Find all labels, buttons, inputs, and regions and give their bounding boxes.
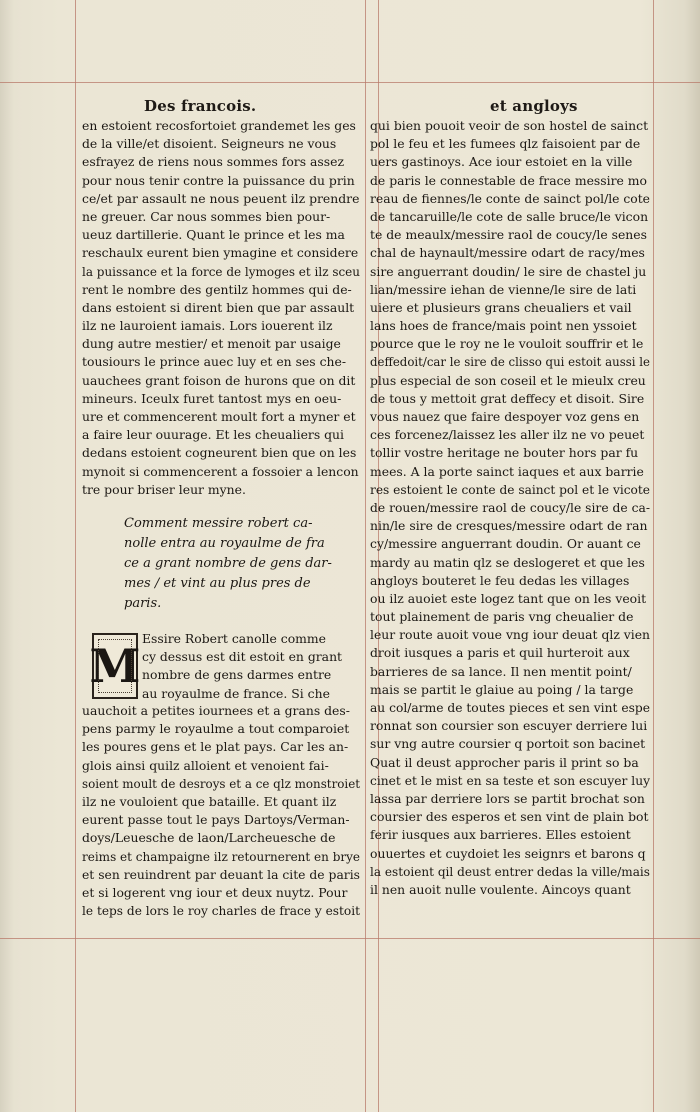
text-line: ferir iusques aux barrieres. Elles estoient <box>370 827 631 843</box>
left-column-indented-text <box>142 630 342 703</box>
text-line: mynoit si commencerent a fossoier a lencon <box>82 463 359 479</box>
text-line: de la ville/et disoient. Seigneurs ne vous <box>82 136 337 152</box>
text-line: res estoient le conte de sainct pol et le vicote <box>370 481 650 497</box>
text-line: reims et champaigne ilz retournerent en brye <box>82 848 361 864</box>
text-line: cy/messire anguerrant doudin. Or auant ce <box>370 536 641 552</box>
text-line: dung autre mestier/ et menoit par usaige <box>82 336 341 352</box>
text-line: tout plainement de paris vng cheualier de <box>370 609 634 625</box>
text-line: ne greuer. Car nous sommes bien pour- <box>82 208 331 224</box>
text-line: au royaulme de france. Si che <box>142 685 330 701</box>
margin-rule-left <box>75 0 76 1112</box>
text-line: pour nous tenir contre la puissance du prin <box>82 172 355 188</box>
text-line: ueuz dartillerie. Quant le prince et les ma <box>82 227 345 243</box>
chapter-heading <box>124 514 332 614</box>
text-line: et si logerent vng iour et deux nuytz. Pour <box>82 884 348 900</box>
text-line: le teps de lors le roy charles de frace y estoit <box>82 903 361 919</box>
text-line: Quat il deust approcher paris il print so ba <box>370 754 639 770</box>
text-line: de paris le connestable de frace messire mo <box>370 172 647 188</box>
text-line: plus especial de son coseil et le mieulx creu <box>370 372 646 388</box>
text-line: lassa par derriere lors se partit brochat son <box>370 790 645 806</box>
text-line: mais se partit le glaiue au poing / la targe <box>370 681 634 697</box>
text-line: mardy au matin qlz se deslogeret et que les <box>370 554 645 570</box>
text-line: chal de haynault/messire odart de racy/mes <box>370 245 645 261</box>
text-line: tollir vostre heritage ne bouter hors par fu <box>370 445 639 461</box>
text-line: nolle entra au royaulme de fra <box>124 536 325 551</box>
text-line: uiere et plusieurs grans cheualiers et vail <box>370 299 632 315</box>
left-column-text-continued <box>82 702 372 920</box>
text-line: doys/Leuesche de laon/Larcheuesche de <box>82 830 336 846</box>
text-line: cinet et le mist en sa teste et son escuyer luy <box>370 772 651 788</box>
text-line: esfrayez de riens nous sommes fors assez <box>82 154 344 170</box>
text-line: pens parmy le royaulme a tout comparoiet <box>82 721 350 737</box>
text-line: sur vng autre coursier q portoit son bacinet <box>370 736 646 752</box>
text-line: les poures gens et le plat pays. Car les an- <box>82 739 349 755</box>
text-line: ce a grant nombre de gens dar- <box>124 556 332 571</box>
text-line: rent le nombre des gentilz hommes qui de- <box>82 281 352 297</box>
text-line: mes / et vint au plus pres de <box>124 576 311 591</box>
text-line: Essire Robert canolle comme <box>142 631 327 646</box>
text-line: lian/messire iehan de vienne/le sire de lati <box>370 281 637 297</box>
rule-top <box>0 82 700 83</box>
text-line: au col/arme de toutes pieces et sen vint espe <box>370 700 651 715</box>
text-line: leur route auoit voue vng iour deuat qlz vien <box>370 627 651 643</box>
text-line: uauchees grant foison de hurons que on dit <box>82 372 356 388</box>
text-line: de tous y mettoit grat deffecy et disoit. Sire <box>370 390 645 406</box>
text-line: nombre de gens darmes entre <box>142 667 332 683</box>
text-line: tre pour briser leur myne. <box>82 481 246 497</box>
text-line: de rouen/messire raol de coucy/le sire de ca- <box>370 499 650 515</box>
text-line: deffedoit/car le sire de clisso qui estoit aussi le <box>370 354 650 370</box>
text-line: ou ilz auoiet este logez tant que on les veoit <box>370 590 647 606</box>
text-line: de tancaruille/le cote de salle bruce/le vicon <box>370 208 649 224</box>
right-column-text <box>370 117 665 899</box>
text-line: nin/le sire de cresques/messire odart de ran <box>370 518 648 534</box>
text-line: lans hoes de france/mais point nen yssoiet <box>370 318 637 334</box>
text-line: tousiours le prince auec luy et en ses che- <box>82 354 347 370</box>
text-line: ilz ne lauroient iamais. Lors iouerent ilz <box>82 318 333 334</box>
text-line: pource que le roy ne le vouloit souffrir et le <box>370 336 644 352</box>
text-line: mineurs. Iceulx furet tantost mys en oeu- <box>82 390 342 406</box>
text-line: en estoient recosfortoiet grandemet les ges <box>82 118 356 133</box>
text-line: ronnat son coursier son escuyer derriere lui <box>370 718 648 734</box>
text-line: ce/et par assault ne nous peuent ilz prendre <box>82 190 360 206</box>
text-line: cy dessus est dit estoit en grant <box>142 649 343 665</box>
text-line: ure et commencerent moult fort a myner et <box>82 409 356 424</box>
text-line: la puissance et la force de lymoges et ilz sceu <box>82 263 361 279</box>
text-line: reau de fiennes/le conte de sainct pol/le cote <box>370 190 650 206</box>
text-line: droit iusques a paris et quil hurteroit aux <box>370 645 630 661</box>
text-line: uers gastinoys. Ace iour estoiet en la ville <box>370 154 633 170</box>
text-line: ouuertes et cuydoiet les seignrs et barons q <box>370 845 646 861</box>
text-line: a faire leur ouurage. Et les cheualiers qui <box>82 427 344 443</box>
text-line: sire anguerrant doudin/ le sire de chastel ju <box>370 263 647 279</box>
text-line: uauchoit a petites iournees et a grans des- <box>82 703 350 718</box>
text-line: soient moult de desroys et a ce qlz monstroiet <box>82 775 361 791</box>
text-line: pol le feu et les fumees qlz faisoient par de <box>370 136 641 152</box>
text-line: paris. <box>124 596 162 611</box>
decorated-initial: M <box>92 633 138 699</box>
text-line: angloys bouteret le feu dedas les villages <box>370 572 630 588</box>
text-line: dedans estoient cogneurent bien que on les <box>82 445 357 461</box>
text-line: vous nauez que faire despoyer voz gens en <box>370 409 640 424</box>
text-line: ces forcenez/laissez les aller ilz ne vo peuet <box>370 427 645 443</box>
text-line: dans estoient si dirent bien que par assault <box>82 299 355 315</box>
text-line: eurent passe tout le pays Dartoys/Verman- <box>82 812 350 828</box>
rule-bottom <box>0 938 700 939</box>
text-line: la estoient qil deust entrer dedas la ville/mais <box>370 863 650 879</box>
text-line: barrieres de sa lance. Il nen mentit point/ <box>370 663 632 679</box>
text-line: coursier des esperos et sen vint de plain bot <box>370 809 649 825</box>
text-line: te de meaulx/messire raol de coucy/le senes <box>370 227 647 243</box>
running-header-left: Des francois. <box>144 97 257 115</box>
text-line: ilz ne vouloient que bataille. Et quant ilz <box>82 793 337 809</box>
text-line: et sen reuindrent par deuant la cite de paris <box>82 866 360 882</box>
text-line: qui bien pouoit veoir de son hostel de sainct <box>370 118 649 133</box>
running-header-right: et angloys <box>490 97 578 115</box>
text-line: mees. A la porte sainct iaques et aux barrie <box>370 463 644 479</box>
text-line: reschaulx eurent bien ymagine et considere <box>82 245 359 261</box>
left-column-text <box>82 117 369 499</box>
text-line: glois ainsi quilz alloient et venoient fai- <box>82 757 329 773</box>
text-line: Comment messire robert ca- <box>124 516 313 531</box>
text-line: il nen auoit nulle voulente. Aincoys quant <box>370 881 631 897</box>
